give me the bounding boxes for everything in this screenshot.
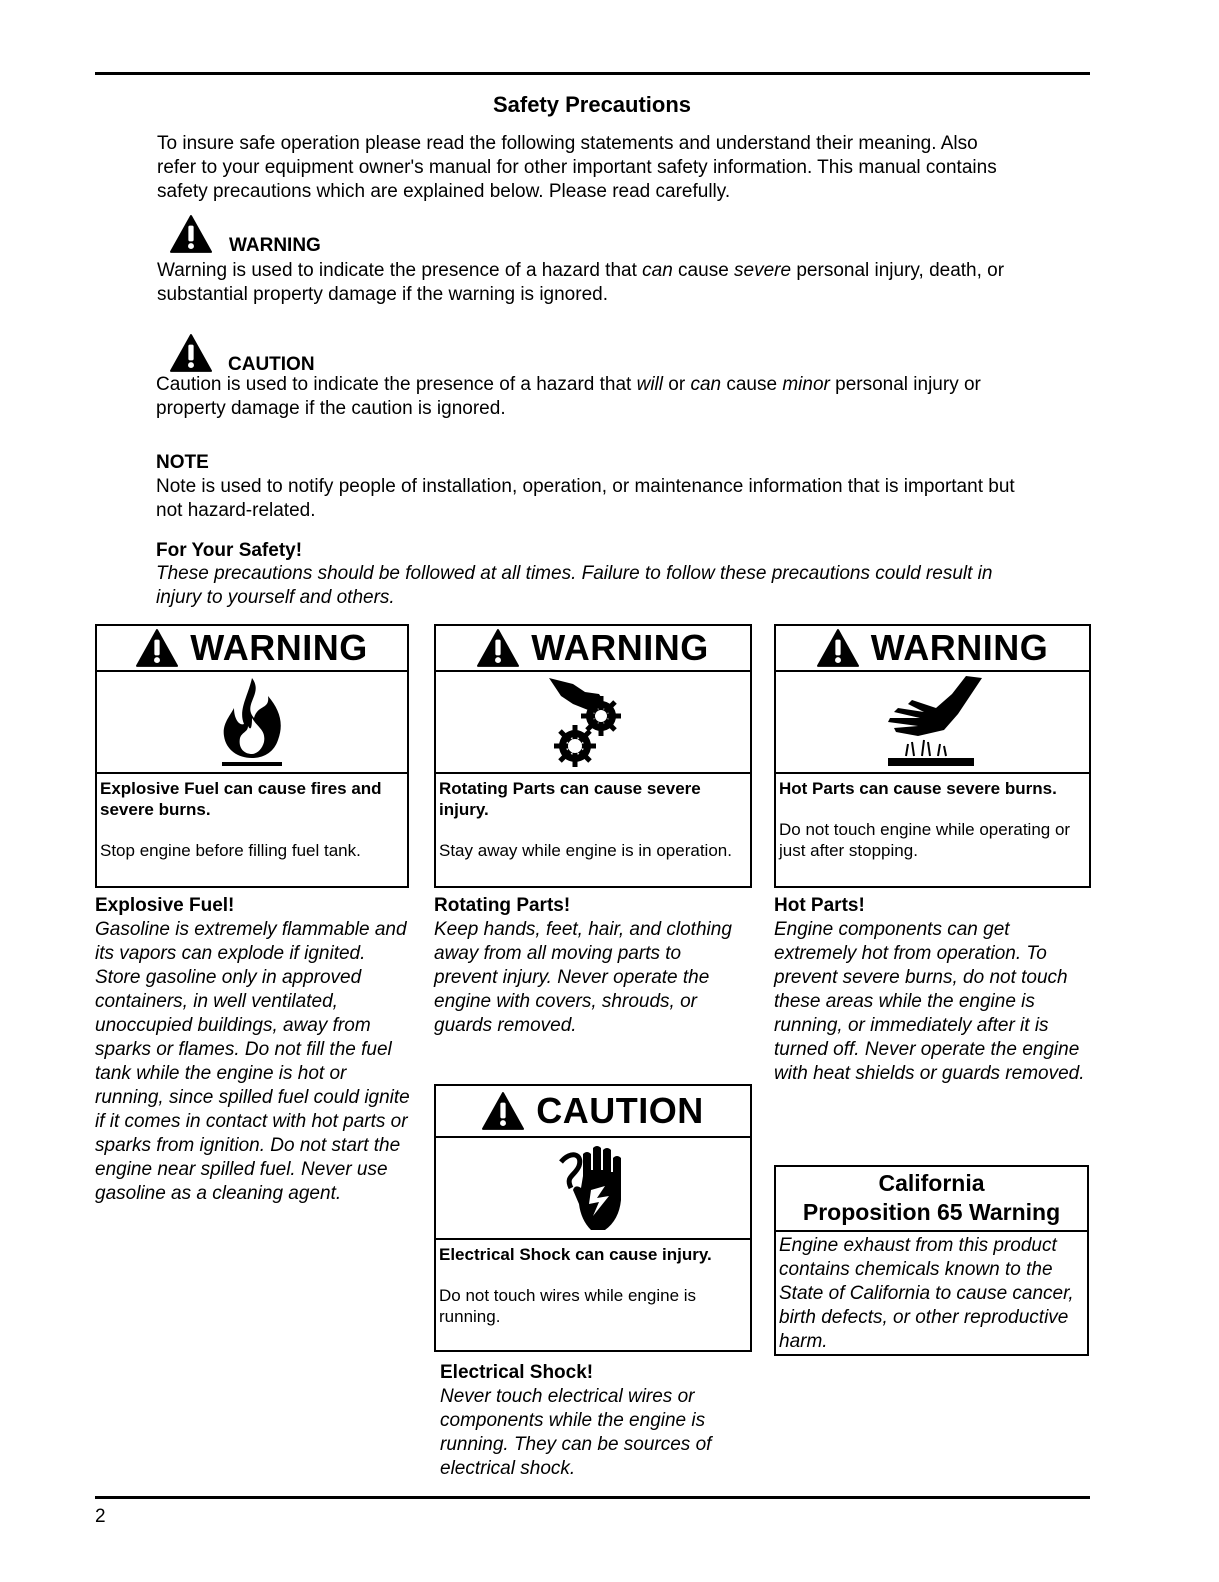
note-label: NOTE [156,452,209,473]
caution-definition: Caution is used to indicate the presence of a hazard that will or can cause minor personal injury or property damage if the caution is ignored. [156,374,981,419]
hot-description-text: Engine components can get extremely hot from operation. To prevent severe burns, do not touch these areas while the engine is running, or immediately after it is turned off. Never operate the engine with heat shields or guards removed. [774,919,1085,1084]
fire-icon [97,672,407,774]
warning-label: WARNING [229,235,321,256]
rotating-warning-sign [434,624,752,888]
prop65-heading [776,1167,1087,1232]
hot-surface-hand-icon [776,672,1089,774]
hot-sign-word: WARNING [870,627,1049,668]
rotating-sign-word: WARNING [531,627,709,668]
electric-shock-hand-icon [436,1138,750,1240]
warning-alert-icon [136,629,178,667]
fuel-sign-header [97,626,407,672]
safety-text: These precautions should be followed at all times. Failure to follow these precautions could result in injury to yourself and others. [156,563,993,608]
fuel-sign-instruction: Stop engine before filling fuel tank. [100,841,361,860]
caution-alert-icon [482,1092,524,1130]
top-rule [95,72,1090,75]
caution-alert-icon [170,334,212,372]
rotating-gears-icon [436,672,750,774]
prop65-heading-line1: California [878,1170,985,1196]
shock-caution-sign [434,1084,752,1352]
rotating-description [434,894,749,1038]
warning-alert-icon [477,629,519,667]
warning-definition: Warning is used to indicate the presence of a hazard that can cause severe personal injury, death, or substantial property damage if the warning is ignored. [157,260,1005,305]
fuel-sign-headline: Explosive Fuel can cause fires and severe burns. [100,779,382,819]
shock-sign-word: CAUTION [536,1090,704,1131]
intro-paragraph: To insure safe operation please read the following statements and understand their meaning. Also refer to your equipment owner's manual for other important safety information. This manual contains safety precautions which are explained below. Please read carefully. [157,133,997,202]
caution-label: CAUTION [228,354,315,375]
fuel-sign-word: WARNING [190,627,368,668]
rotating-sign-header [436,626,750,672]
page-title: Safety Precautions [492,92,692,117]
rotating-description-text: Keep hands, feet, hair, and clothing away from all moving parts to prevent injury. Never operate the engine with covers, shrouds, or guards removed. [434,919,732,1036]
rotating-sign-headline: Rotating Parts can cause severe injury. [439,779,701,819]
rotating-sign-instruction: Stay away while engine is in operation. [439,841,732,860]
shock-description [440,1361,740,1481]
shock-sign-headline: Electrical Shock can cause injury. [439,1245,712,1264]
shock-description-text: Never touch electrical wires or components while the engine is running. They can be sources of electrical shock. [440,1386,712,1479]
hot-sign-instruction: Do not touch engine while operating or just after stopping. [779,820,1071,860]
shock-sign-header [436,1086,750,1138]
fuel-description-text: Gasoline is extremely flammable and its vapors can explode if ignited. Store gasoline only in approved containers, in well ventilated, unoccupied buildings, away from sparks or flames. Do not fill the fuel tank while the engine is hot or running, since spilled fuel could ignite if it comes in contact with hot parts or sparks from ignition. Do not start the engine near spilled fuel. Never use gasoline as a cleaning agent. [95,919,410,1204]
hot-sign-headline: Hot Parts can cause severe burns. [779,779,1057,798]
safety-label: For Your Safety! [156,540,303,561]
fuel-description [95,894,415,1206]
note-text: Note is used to notify people of installation, operation, or maintenance information that is important but not hazard-related. [156,476,1015,521]
hot-description-heading: Hot Parts! [774,895,865,916]
fuel-warning-sign [95,624,409,888]
page-number: 2 [95,1506,106,1527]
prop65-heading-line2: Proposition 65 Warning [802,1199,1061,1225]
hot-sign-header [776,626,1089,672]
shock-sign-instruction: Do not touch wires while engine is running. [439,1286,697,1326]
warning-alert-icon [817,629,859,667]
fuel-description-heading: Explosive Fuel! [95,895,235,916]
warning-alert-icon [170,215,212,253]
bottom-rule [95,1496,1090,1499]
rotating-description-heading: Rotating Parts! [434,895,571,916]
hot-parts-warning-sign [774,624,1091,888]
shock-description-heading: Electrical Shock! [440,1362,594,1383]
prop65-text: Engine exhaust from this product contains chemicals known to the State of California to cause cancer, birth defects, or other reproductive harm. [779,1235,1074,1352]
prop65-warning-box [774,1165,1089,1356]
hot-description [774,894,1092,1086]
